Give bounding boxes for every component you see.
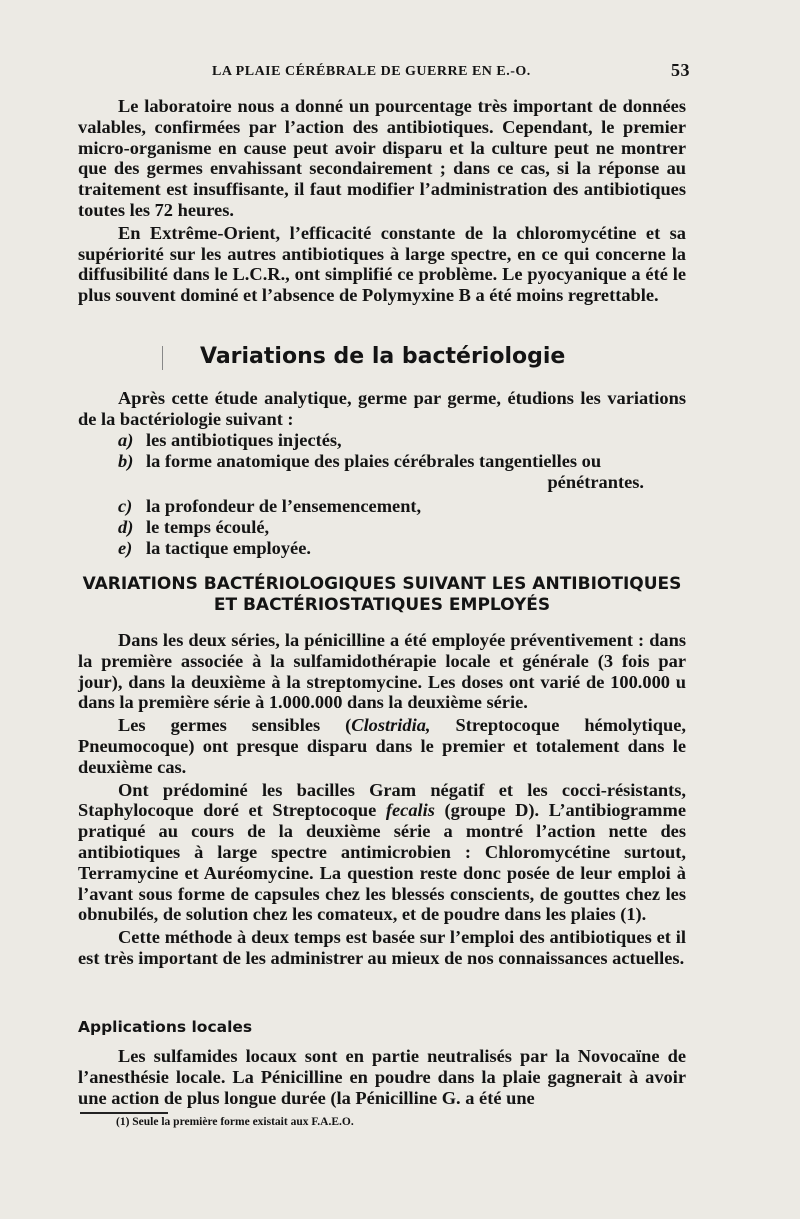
heading-line-2: ET BACTÉRIOSTATIQUES EMPLOYÉS [213, 595, 551, 615]
heading-line-1: VARIATIONS BACTÉRIOLOGIQUES SUIVANT LES ANTIBIOTIQUES [82, 574, 682, 594]
intro-block [78, 96, 686, 308]
paragraph-methode-deux-temps: Cette méthode à deux temps est basée sur l’emploi des antibiotiques et il est très important de les administrer au mieux de nos connaissances actuelles. [78, 927, 686, 968]
text-span: Les germes sensibles ( [118, 715, 352, 736]
list-item-letter: a) [118, 430, 134, 450]
list-item [78, 451, 686, 472]
text-span: Streptocoque hémolytique, Pneumocoque) ont presque disparu dans le premier et totalement dans le deuxième cas. [78, 715, 686, 777]
list-item-continuation: pénétrantes. [547, 472, 644, 492]
variations-list [78, 430, 686, 559]
footnote: (1) Seule la première forme existait aux F.A.E.O. [116, 1116, 354, 1128]
heading-variations-text: Variations de la bactériologie [200, 344, 566, 369]
list-item [78, 496, 686, 517]
running-header [120, 60, 690, 84]
heading-applications-locales: Applications locales [78, 1018, 253, 1036]
text-span: (groupe D). L’antibiogramme pratiqué au cours de la deuxième série a montré l’action nette des antibiotiques à large spectre antimicrobien : Chloromycétine surtout, Terramycine et Auréomycine. La question reste donc posée de leur emploi à l’avant sous forme de capsules chez les blessés conscients, de gouttes chez les obnubilés, de solution chez les comateux, et de poudre dans les plaies (1). [78, 800, 686, 925]
text-italic: fecalis [385, 800, 435, 821]
paragraph-apres-etude: Après cette étude analytique, germe par germe, étudions les variations de la bactériologie suivant : [78, 388, 686, 429]
variations-intro-block [78, 388, 686, 432]
paragraph-extreme-orient: En Extrême-Orient, l’efficacité constante de la chloromycétine et sa supériorité sur les autres antibiotiques à large spectre, en ce qui concerne la diffusibilité dans le L.C.R., ont simplifié ce problème. Le pyocyanique a été le plus souvent dominé et l’absence de Polymyxine B a été moins regrettable. [78, 222, 686, 306]
paragraph-sulfamides: Les sulfamides locaux sont en partie neutralisés par la Novocaïne de l’anesthésie locale. La Pénicilline en poudre dans la plaie gagnerait à avoir une action de plus longue durée (la Pénicilline G. a été une [78, 1046, 686, 1108]
list-item-letter: b) [118, 451, 134, 471]
list-item-text: la tactique employée. [146, 538, 311, 558]
page-number: 53 [671, 60, 690, 80]
heading-variations-antibiotiques [78, 574, 686, 616]
paragraph-deux-series: Dans les deux séries, la pénicilline a été employée préventivement : dans la première associée à la sulfamidothérapie locale et générale (3 fois par jour), dans la deuxième à la streptomycine. Les doses ont varié de 100.000 u dans la première série à 1.000.000 dans la deuxième série. [78, 630, 686, 713]
paragraph-germes-sensibles [78, 715, 686, 777]
footnote-rule [80, 1112, 168, 1114]
text-span: Ont prédominé les bacilles Gram négatif et les cocci-résistants, Staphylocoque doré et Streptocoque [78, 779, 686, 821]
text-italic: Clostridia, [351, 715, 431, 736]
heading-margin-mark [162, 346, 163, 370]
list-item-text: les antibiotiques injectés, [146, 430, 342, 450]
list-item-letter: c) [118, 496, 133, 516]
list-item-text: la forme anatomique des plaies cérébrales tangentielles ou [146, 451, 602, 471]
list-item-text: la profondeur de l’ensemencement, [146, 496, 422, 516]
list-item [78, 430, 686, 451]
locales-block [78, 1046, 686, 1110]
antibiotiques-block [78, 630, 686, 971]
heading-variations-bacteriologie [200, 344, 565, 369]
running-title: LA PLAIE CÉRÉBRALE DE GUERRE EN E.-O. [212, 64, 531, 79]
paragraph-ont-predomine [78, 780, 686, 926]
list-item-text: le temps écoulé, [146, 517, 270, 537]
paragraph-laboratoire: Le laboratoire nous a donné un pourcentage très important de données valables, confirmées par l’action des antibiotiques. Cependant, le premier micro-organisme en cause peut avoir disparu et la culture peut ne montrer que des germes envahissant secondairement ; dans ce cas, si la réponse au traitement est insuffisante, il faut modifier l’administration des antibiotiques toutes les 72 heures. [78, 96, 686, 220]
list-item-letter: d) [118, 517, 134, 537]
list-item-letter: e) [118, 538, 133, 558]
list-item [78, 517, 686, 538]
list-item [78, 538, 686, 559]
